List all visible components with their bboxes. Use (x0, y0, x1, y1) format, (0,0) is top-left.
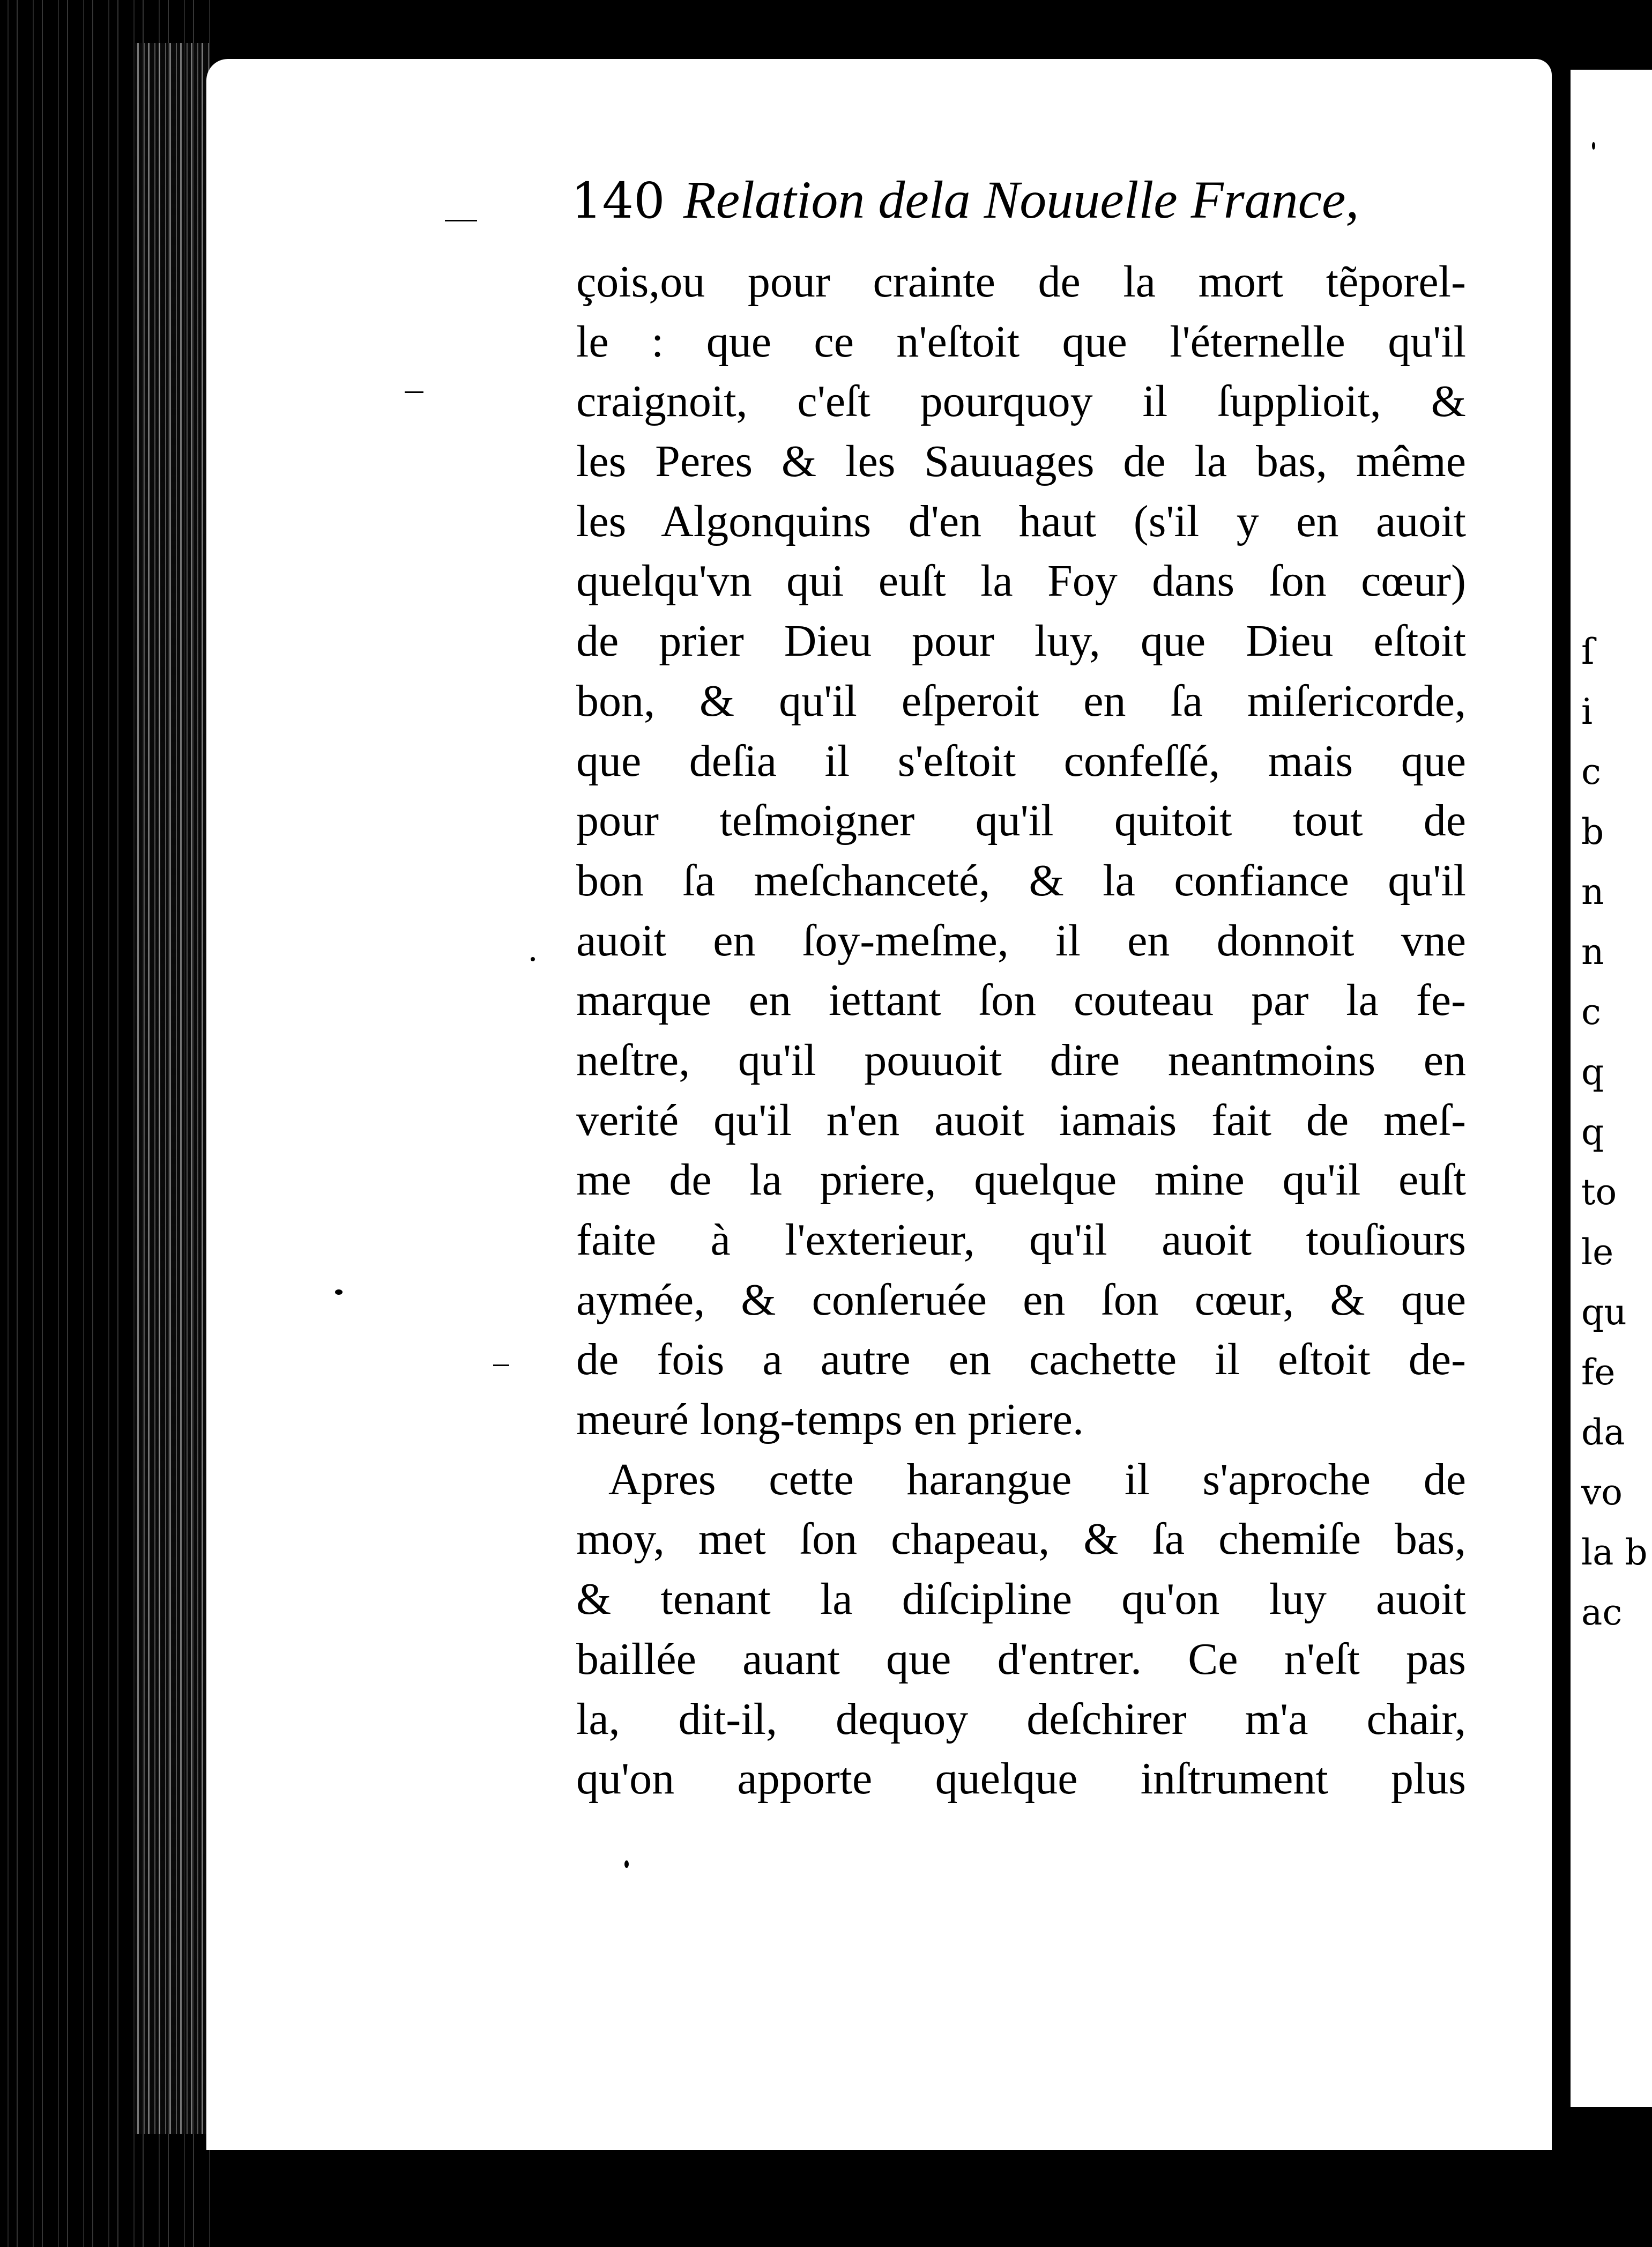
scan-speck (1592, 142, 1595, 150)
facing-fragment: c (1581, 991, 1601, 1033)
facing-fragment: qu (1581, 1292, 1627, 1333)
facing-fragment: q (1581, 1051, 1604, 1093)
text-line: moy, met ſon chapeau, & ſa chemiſe bas, (576, 1514, 1466, 1564)
book-fore-edge-highlight (134, 43, 209, 2134)
facing-fragment: ſ (1581, 631, 1595, 672)
scan-speck (493, 1364, 509, 1366)
page-number: 140 (571, 172, 665, 229)
text-line: çois,ou pour crainte de la mort tẽporel- (576, 257, 1466, 307)
facing-fragment: vo (1581, 1472, 1623, 1513)
text-line-paragraph-start: Apres cette harangue il s'aproche de (608, 1454, 1466, 1504)
text-line: bon, & qu'il eſperoit en ſa miſericorde, (576, 676, 1466, 726)
text-line: quelqu'vn qui euſt la Foy dans ſon cœur) (576, 556, 1466, 606)
text-line: baillée auant que d'entrer. Ce n'eſt pas (576, 1634, 1466, 1684)
text-line: marque en iettant ſon couteau par la fe- (576, 975, 1466, 1026)
text-line: de fois a autre en cachette il eſtoit de- (576, 1334, 1466, 1385)
facing-fragment: to (1581, 1171, 1617, 1213)
scan-speck (531, 957, 535, 961)
text-line: qu'on apporte quelque inſtrument plus (576, 1754, 1466, 1804)
text-line: & tenant la diſcipline qu'on luy auoit (576, 1574, 1466, 1625)
text-line: craignoit, c'eſt pourquoy il ſupplioit, & (576, 376, 1466, 427)
page-gutter (1552, 59, 1571, 2150)
text-line: neſtre, qu'il pouuoit dire neantmoins en (576, 1035, 1466, 1085)
facing-fragment: i (1581, 691, 1593, 732)
text-line: verité qu'il n'en auoit iamais fait de meſ- (576, 1095, 1466, 1145)
text-line: me de la priere, quelque mine qu'il euſt (576, 1155, 1466, 1205)
facing-fragment: b (1581, 811, 1604, 852)
scan-speck (445, 220, 477, 221)
facing-fragment: q (1581, 1111, 1604, 1153)
facing-fragment: la b (1581, 1532, 1648, 1573)
body-text (576, 252, 1466, 1809)
facing-fragment: ac (1581, 1592, 1623, 1633)
text-line: que deſia il s'eſtoit confeſſé, mais que (576, 736, 1466, 786)
running-header (571, 169, 1450, 249)
facing-fragment: da (1581, 1412, 1625, 1453)
facing-fragment: n (1581, 871, 1604, 913)
text-line: le : que ce n'eſtoit que l'éternelle qu'il (576, 316, 1466, 367)
text-line: bon ſa meſchanceté, & la confiance qu'il (576, 855, 1466, 906)
scan-speck (335, 1289, 343, 1295)
text-line: faite à l'exterieur, qu'il auoit touſiours (576, 1215, 1466, 1265)
facing-page-text (1581, 622, 1652, 1643)
scan-speck (624, 1860, 629, 1868)
text-line: les Algonquins d'en haut (s'il y en auoit (576, 496, 1466, 546)
text-line-paragraph-end: meuré long-temps en priere. (576, 1395, 1084, 1445)
text-line: aymée, & conſeruée en ſon cœur, & que (576, 1274, 1466, 1325)
facing-fragment: c (1581, 751, 1601, 792)
running-title: Relation dela Nouuelle France, (683, 170, 1359, 229)
text-line: pour teſmoigner qu'il quitoit tout de (576, 796, 1466, 846)
facing-fragment: n (1581, 931, 1604, 973)
text-line: la, dit-il, dequoy deſchirer m'a chair, (576, 1694, 1466, 1744)
facing-fragment: le (1581, 1232, 1614, 1273)
text-line: auoit en ſoy-meſme, il en donnoit vne (576, 915, 1466, 966)
text-line: les Peres & les Sauuages de la bas, même (576, 436, 1466, 487)
scan-speck (405, 391, 423, 393)
text-line: de prier Dieu pour luy, que Dieu eſtoit (576, 616, 1466, 666)
facing-fragment: fe (1581, 1352, 1616, 1393)
